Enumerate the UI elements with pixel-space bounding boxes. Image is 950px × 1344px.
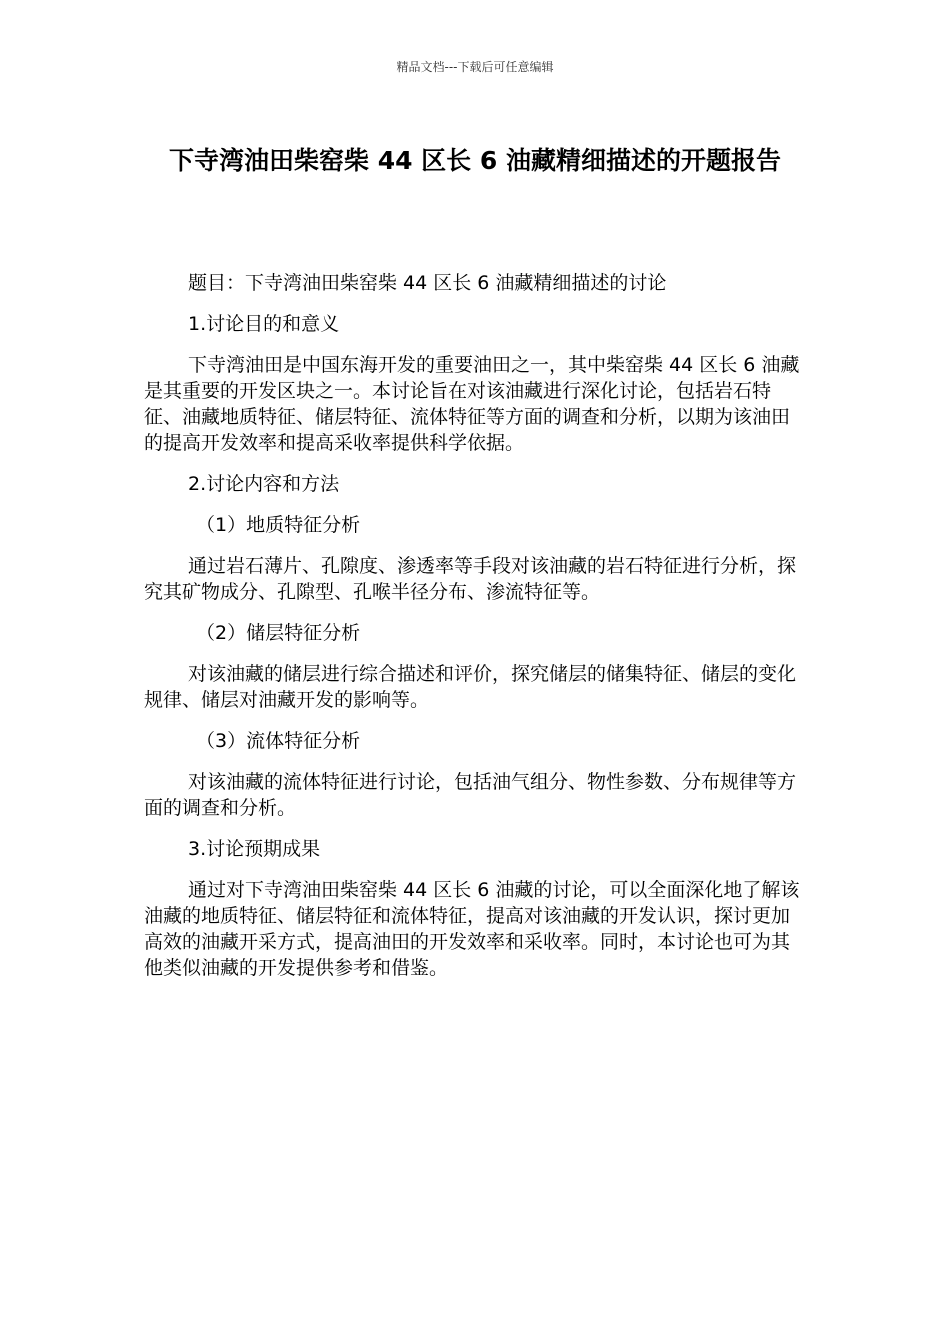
section-1-paragraph: 下寺湾油田是中国东海开发的重要油田之一，其中柴窑柴 44 区长 6 油藏是其重要的开发区块之一。本讨论旨在对该油藏进行深化讨论，包括岩石特征、油藏地质特征、储层特征、流体特征等方面的调查和分析，以期为该油田的提高开发效率和提高采收率提供科学依据。	[144, 354, 800, 454]
subsection-1-heading: （1）地质特征分析	[196, 514, 361, 536]
document-body	[144, 270, 806, 996]
section-3-heading: 3.讨论预期成果	[188, 838, 321, 860]
section-1-heading: 1.讨论目的和意义	[188, 313, 340, 335]
document-title: 下寺湾油田柴窑柴 44 区长 6 油藏精细描述的开题报告	[168, 146, 781, 175]
subsection-3-heading: （3）流体特征分析	[196, 730, 361, 752]
section-3-paragraph: 通过对下寺湾油田柴窑柴 44 区长 6 油藏的讨论，可以全面深化地了解该油藏的地质特征、储层特征和流体特征，提高对该油藏的开发认识，探讨更加高效的油藏开采方式，提高油田的开发效率和采收率。同时，本讨论也可为其他类似油藏的开发提供参考和借鉴。	[144, 879, 800, 979]
subsection-3-paragraph: 对该油藏的流体特征进行讨论，包括油气组分、物性参数、分布规律等方面的调查和分析。	[144, 771, 797, 819]
subsection-2-paragraph: 对该油藏的储层进行综合描述和评价，探究储层的储集特征、储层的变化规律、储层对油藏开发的影响等。	[144, 663, 797, 711]
section-2-heading: 2.讨论内容和方法	[188, 473, 340, 495]
topic-line: 题目：下寺湾油田柴窑柴 44 区长 6 油藏精细描述的讨论	[188, 272, 667, 294]
page-header: 精品文档---下载后可任意编辑	[396, 60, 554, 74]
subsection-1-paragraph: 通过岩石薄片、孔隙度、渗透率等手段对该油藏的岩石特征进行分析，探究其矿物成分、孔隙型、孔喉半径分布、渗流特征等。	[144, 555, 797, 603]
subsection-2-heading: （2）储层特征分析	[196, 622, 361, 644]
